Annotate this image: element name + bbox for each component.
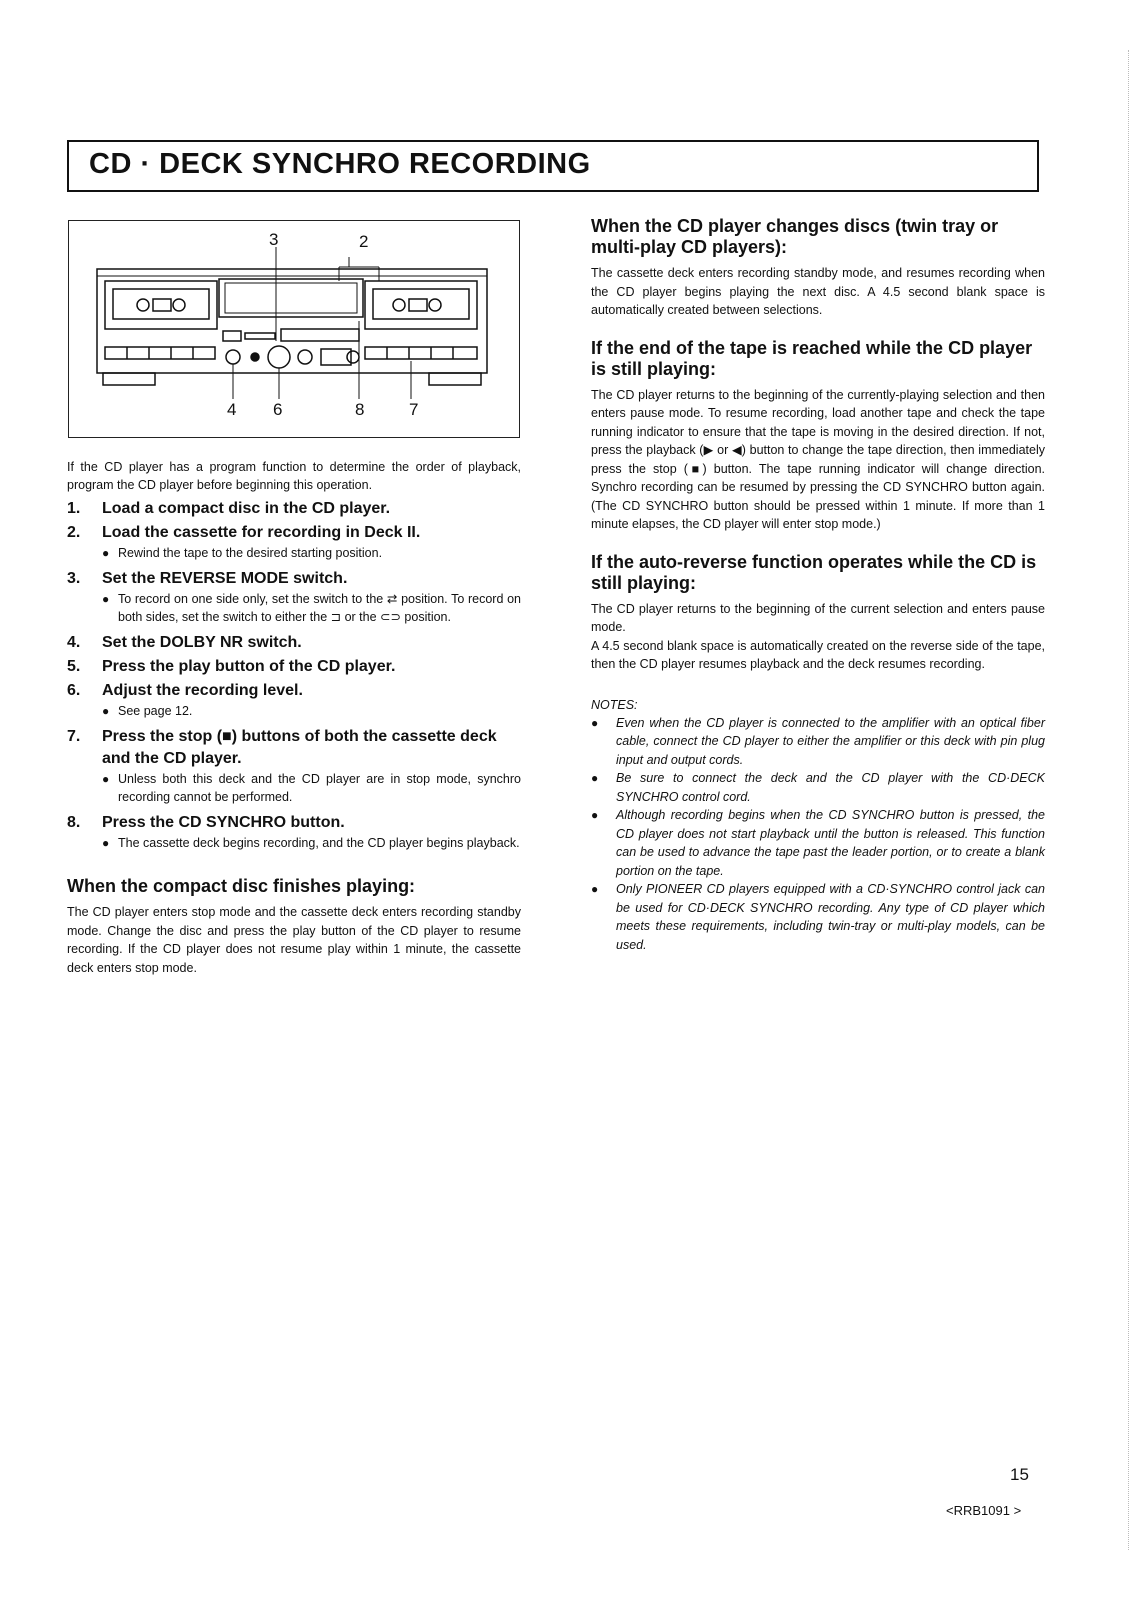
section-body: The cassette deck enters recording standby mode, and resumes recording when the CD player begins playing the next disc. A 4.5 second blank space is automatically created between selections. [591,266,1045,317]
step-label: Press the play button of the CD player. [102,658,396,675]
note-item [591,769,1045,806]
note-item [591,714,1045,770]
callout-3: 3 [269,230,279,249]
step-label: Press the CD SYNCHRO button. [102,814,345,831]
callout-8: 8 [355,400,365,419]
bullet-icon: ● [102,546,110,560]
intro-paragraph: If the CD player has a program function to determine the order of playback, program the CD player before beginning this operation. [67,460,521,492]
section-body: The CD player returns to the beginning of the current selection and enters pause mode. A 4.5 second blank space is automatically created on the reverse side of the tape, then the CD player resumes playback and the deck resumes recording. [591,601,1045,671]
bullet-icon: ● [591,808,599,822]
bullet-text: Unless both this deck and the CD player are in stop mode, synchro recording cannot be performed. [118,772,521,804]
bullet-icon: ● [102,704,110,718]
callout-7: 7 [409,400,419,419]
step-number: 3. [67,570,81,587]
scan-edge [1127,50,1129,1550]
callout-4: 4 [227,400,237,419]
step-number: 2. [67,524,81,541]
step-5 [67,656,521,678]
step-number: 5. [67,658,81,675]
step-6 [67,680,521,702]
step-3-bullet [67,590,521,626]
step-label: Load a compact disc in the CD player. [102,500,391,517]
step-number: 1. [67,500,81,517]
step-4 [67,632,521,654]
page-title: CD · DECK SYNCHRO RECORDING [89,148,591,180]
bullet-text: The cassette deck begins recording, and the CD player begins playback. [118,836,520,850]
section-heading: If the end of the tape is reached while the CD player is still playing: [591,337,1033,379]
step-number: 6. [67,682,81,699]
step-8 [67,812,521,834]
deck-illustration [68,220,520,438]
note-item [591,806,1045,880]
note-text: Be sure to connect the deck and the CD player with the CD·DECK SYNCHRO control cord. [616,771,1045,804]
note-text: Although recording begins when the CD SYNCHRO button is pressed, the CD player does not start playback until the button is released. This function can be used to advance the tape past the leader portion, or to create a blank portion on the tape. [616,808,1045,878]
bullet-text: See page 12. [118,704,193,718]
right-column [591,216,1045,954]
section-body: The CD player returns to the beginning of the currently-playing selection and then enters pause mode. To resume recording, load another tape and check the tape running indicator to ensure that the tape is moving in the desired direction. If not, press the playback (▶ or ◀) button to change the tape direction, then immediately press the stop (■) button. The tape running indicator will change direction. Synchro recording can be resumed by pressing the CD SYNCHRO button again. (The CD SYNCHRO button should be pressed within 1 minute. If more than 1 minute elapses, the CD player will enter stop mode.) [591,387,1045,531]
note-item [591,880,1045,954]
step-7-bullet [67,770,521,806]
page-number: 15 [1010,1465,1029,1484]
step-8-bullet [67,834,521,852]
title-box [67,140,1039,192]
bullet-icon: ● [591,771,599,785]
step-number: 4. [67,634,81,651]
note-text: Only PIONEER CD players equipped with a CD·SYNCHRO control jack can be used for CD·DECK SYNCHRO recording. Any type of CD player which meets these requirements, including twin-tray or multi-play models, can be used. [616,882,1045,952]
step-label: Press the stop (■) buttons of both the cassette deck and the CD player. [102,728,497,767]
callout-2: 2 [359,232,369,251]
bullet-icon: ● [102,592,110,606]
step-label: Set the DOLBY NR switch. [102,634,302,651]
document-code: <RRB1091 > [946,1503,1022,1518]
notes-label: NOTES: [591,697,638,712]
section-heading: When the compact disc finishes playing: [67,876,416,896]
step-1 [67,498,521,520]
left-column [67,458,521,977]
cassette-deck-drawing [69,221,521,439]
bullet-text: Rewind the tape to the desired starting position. [118,546,383,560]
step-3 [67,568,521,590]
section-body: The CD player enters stop mode and the cassette deck enters recording standby mode. Change the disc and press the play button of the CD player to resume recording. If the CD player does not resume play within 1 minute, the cassette deck enters stop mode. [67,905,521,975]
note-text: Even when the CD player is connected to the amplifier with an optical fiber cable, connect the CD player to either the amplifier or this deck with pin plug input and output cords. [616,715,1045,767]
bullet-icon: ● [102,836,110,850]
step-2-bullet [67,544,521,562]
section-heading: When the CD player changes discs (twin tray or multi-play CD players): [591,216,999,257]
section-heading: If the auto-reverse function operates while the CD is still playing: [591,551,1037,593]
bullet-icon: ● [591,715,599,730]
bullet-icon: ● [591,882,599,896]
step-7 [67,726,521,770]
step-number: 8. [67,814,81,831]
step-label: Set the REVERSE MODE switch. [102,570,348,587]
step-label: Adjust the recording level. [102,682,303,699]
step-2 [67,522,521,544]
callout-6: 6 [273,400,283,419]
bullet-text: To record on one side only, set the switch to the ⇄ position. To record on both sides, set the switch to either the ⊐ or the ⊂⊃ position. [118,592,521,624]
step-number: 7. [67,728,81,745]
step-6-bullet [67,702,521,720]
bullet-icon: ● [102,772,110,786]
step-label: Load the cassette for recording in Deck II. [102,524,421,541]
